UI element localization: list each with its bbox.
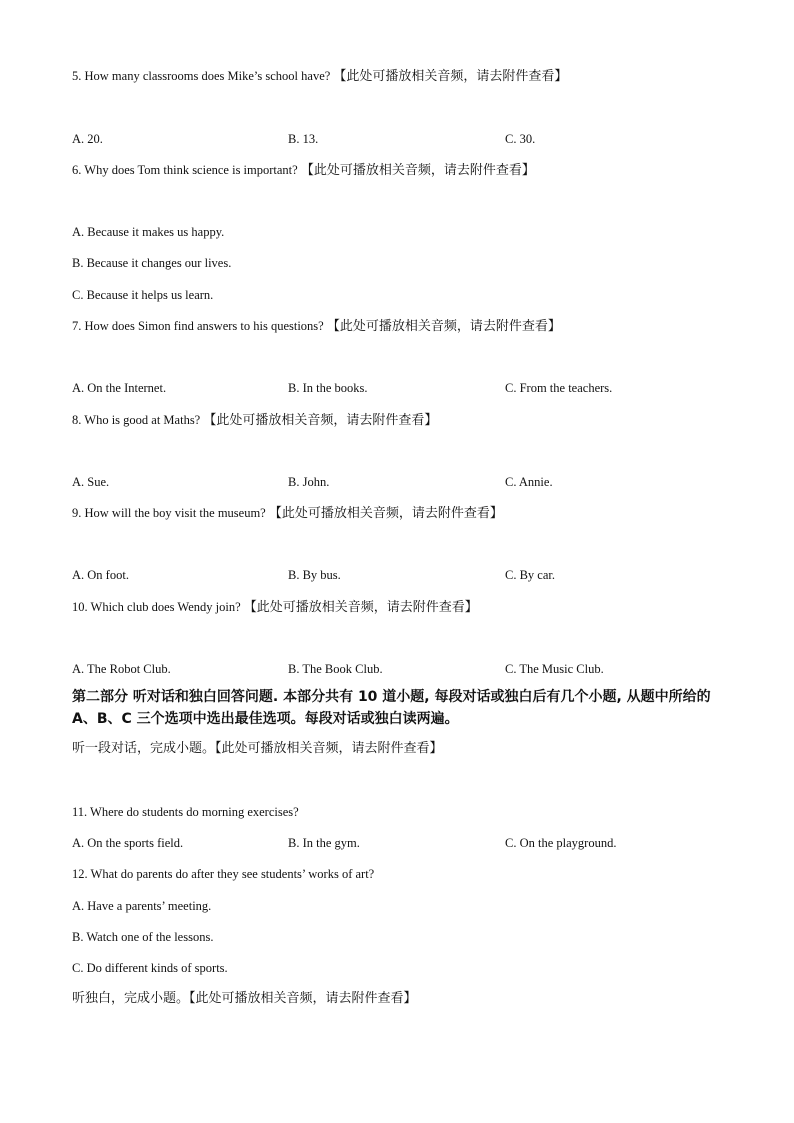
- audio-note[interactable]: 【此处可播放相关音频，请去附件查看】: [268, 506, 503, 521]
- intro-text: 听一段对话，完成小题。: [72, 741, 216, 756]
- audio-note[interactable]: 【此处可播放相关音频，请去附件查看】: [300, 163, 535, 178]
- question-6: [72, 162, 734, 179]
- question-7: [72, 318, 734, 335]
- option-a[interactable]: A. On the sports field.: [72, 836, 184, 850]
- question-12: 12. What do parents do after they see students’ works of art?: [72, 867, 375, 881]
- question-10: [72, 599, 734, 616]
- option-c[interactable]: C. From the teachers.: [505, 381, 613, 395]
- option-b[interactable]: B. By bus.: [288, 568, 341, 582]
- monologue-intro: [72, 991, 734, 1007]
- option-a[interactable]: A. Have a parents’ meeting.: [72, 899, 212, 913]
- option-c[interactable]: C. Annie.: [505, 475, 553, 489]
- option-c[interactable]: C. On the playground.: [505, 836, 617, 850]
- dialogue-intro: [72, 741, 734, 757]
- question-stem: 8. Who is good at Maths?: [72, 413, 201, 427]
- option-b[interactable]: B. Because it changes our lives.: [72, 256, 232, 270]
- question-5: [72, 68, 734, 85]
- audio-note[interactable]: 【此处可播放相关音频，请去附件查看】: [189, 991, 417, 1006]
- option-b[interactable]: B. The Book Club.: [288, 662, 383, 676]
- question-11: 11. Where do students do morning exercises?: [72, 805, 299, 819]
- option-c[interactable]: C. The Music Club.: [505, 662, 604, 676]
- question-stem: 7. How does Simon find answers to his questions?: [72, 319, 324, 333]
- option-a[interactable]: A. Sue.: [72, 475, 110, 489]
- question-stem: 5. How many classrooms does Mike’s school have?: [72, 69, 331, 83]
- option-c[interactable]: C. Because it helps us learn.: [72, 288, 214, 302]
- option-b[interactable]: B. John.: [288, 475, 330, 489]
- option-a[interactable]: A. The Robot Club.: [72, 662, 171, 676]
- audio-note[interactable]: 【此处可播放相关音频，请去附件查看】: [243, 600, 478, 615]
- option-b[interactable]: B. In the books.: [288, 381, 368, 395]
- option-b[interactable]: B. Watch one of the lessons.: [72, 930, 214, 944]
- option-b[interactable]: B. In the gym.: [288, 836, 360, 850]
- option-c[interactable]: C. 30.: [505, 132, 536, 146]
- question-stem: 6. Why does Tom think science is important?: [72, 163, 298, 177]
- audio-note[interactable]: 【此处可播放相关音频，请去附件查看】: [203, 413, 438, 428]
- option-a[interactable]: A. Because it makes us happy.: [72, 225, 225, 239]
- option-b[interactable]: B. 13.: [288, 132, 319, 146]
- question-8: [72, 412, 734, 429]
- audio-note[interactable]: 【此处可播放相关音频，请去附件查看】: [326, 319, 561, 334]
- audio-note[interactable]: 【此处可播放相关音频，请去附件查看】: [333, 69, 568, 84]
- intro-text: 听独白，完成小题。: [72, 991, 190, 1006]
- question-stem: 10. Which club does Wendy join?: [72, 600, 241, 614]
- question-stem: 9. How will the boy visit the museum?: [72, 506, 266, 520]
- audio-note[interactable]: 【此处可播放相关音频，请去附件查看】: [215, 741, 443, 756]
- option-c[interactable]: C. Do different kinds of sports.: [72, 961, 228, 975]
- section-heading: 第二部分 听对话和独白回答问题. 本部分共有 10 道小题, 每段对话或独白后有几个小题, 从题中所给的 A、B、C 三个选项中选出最佳选项。每段对话或独白读两遍。: [72, 689, 711, 727]
- question-9: [72, 505, 734, 522]
- option-c[interactable]: C. By car.: [505, 568, 555, 582]
- option-a[interactable]: A. On foot.: [72, 568, 129, 582]
- option-a[interactable]: A. 20.: [72, 132, 103, 146]
- option-a[interactable]: A. On the Internet.: [72, 381, 167, 395]
